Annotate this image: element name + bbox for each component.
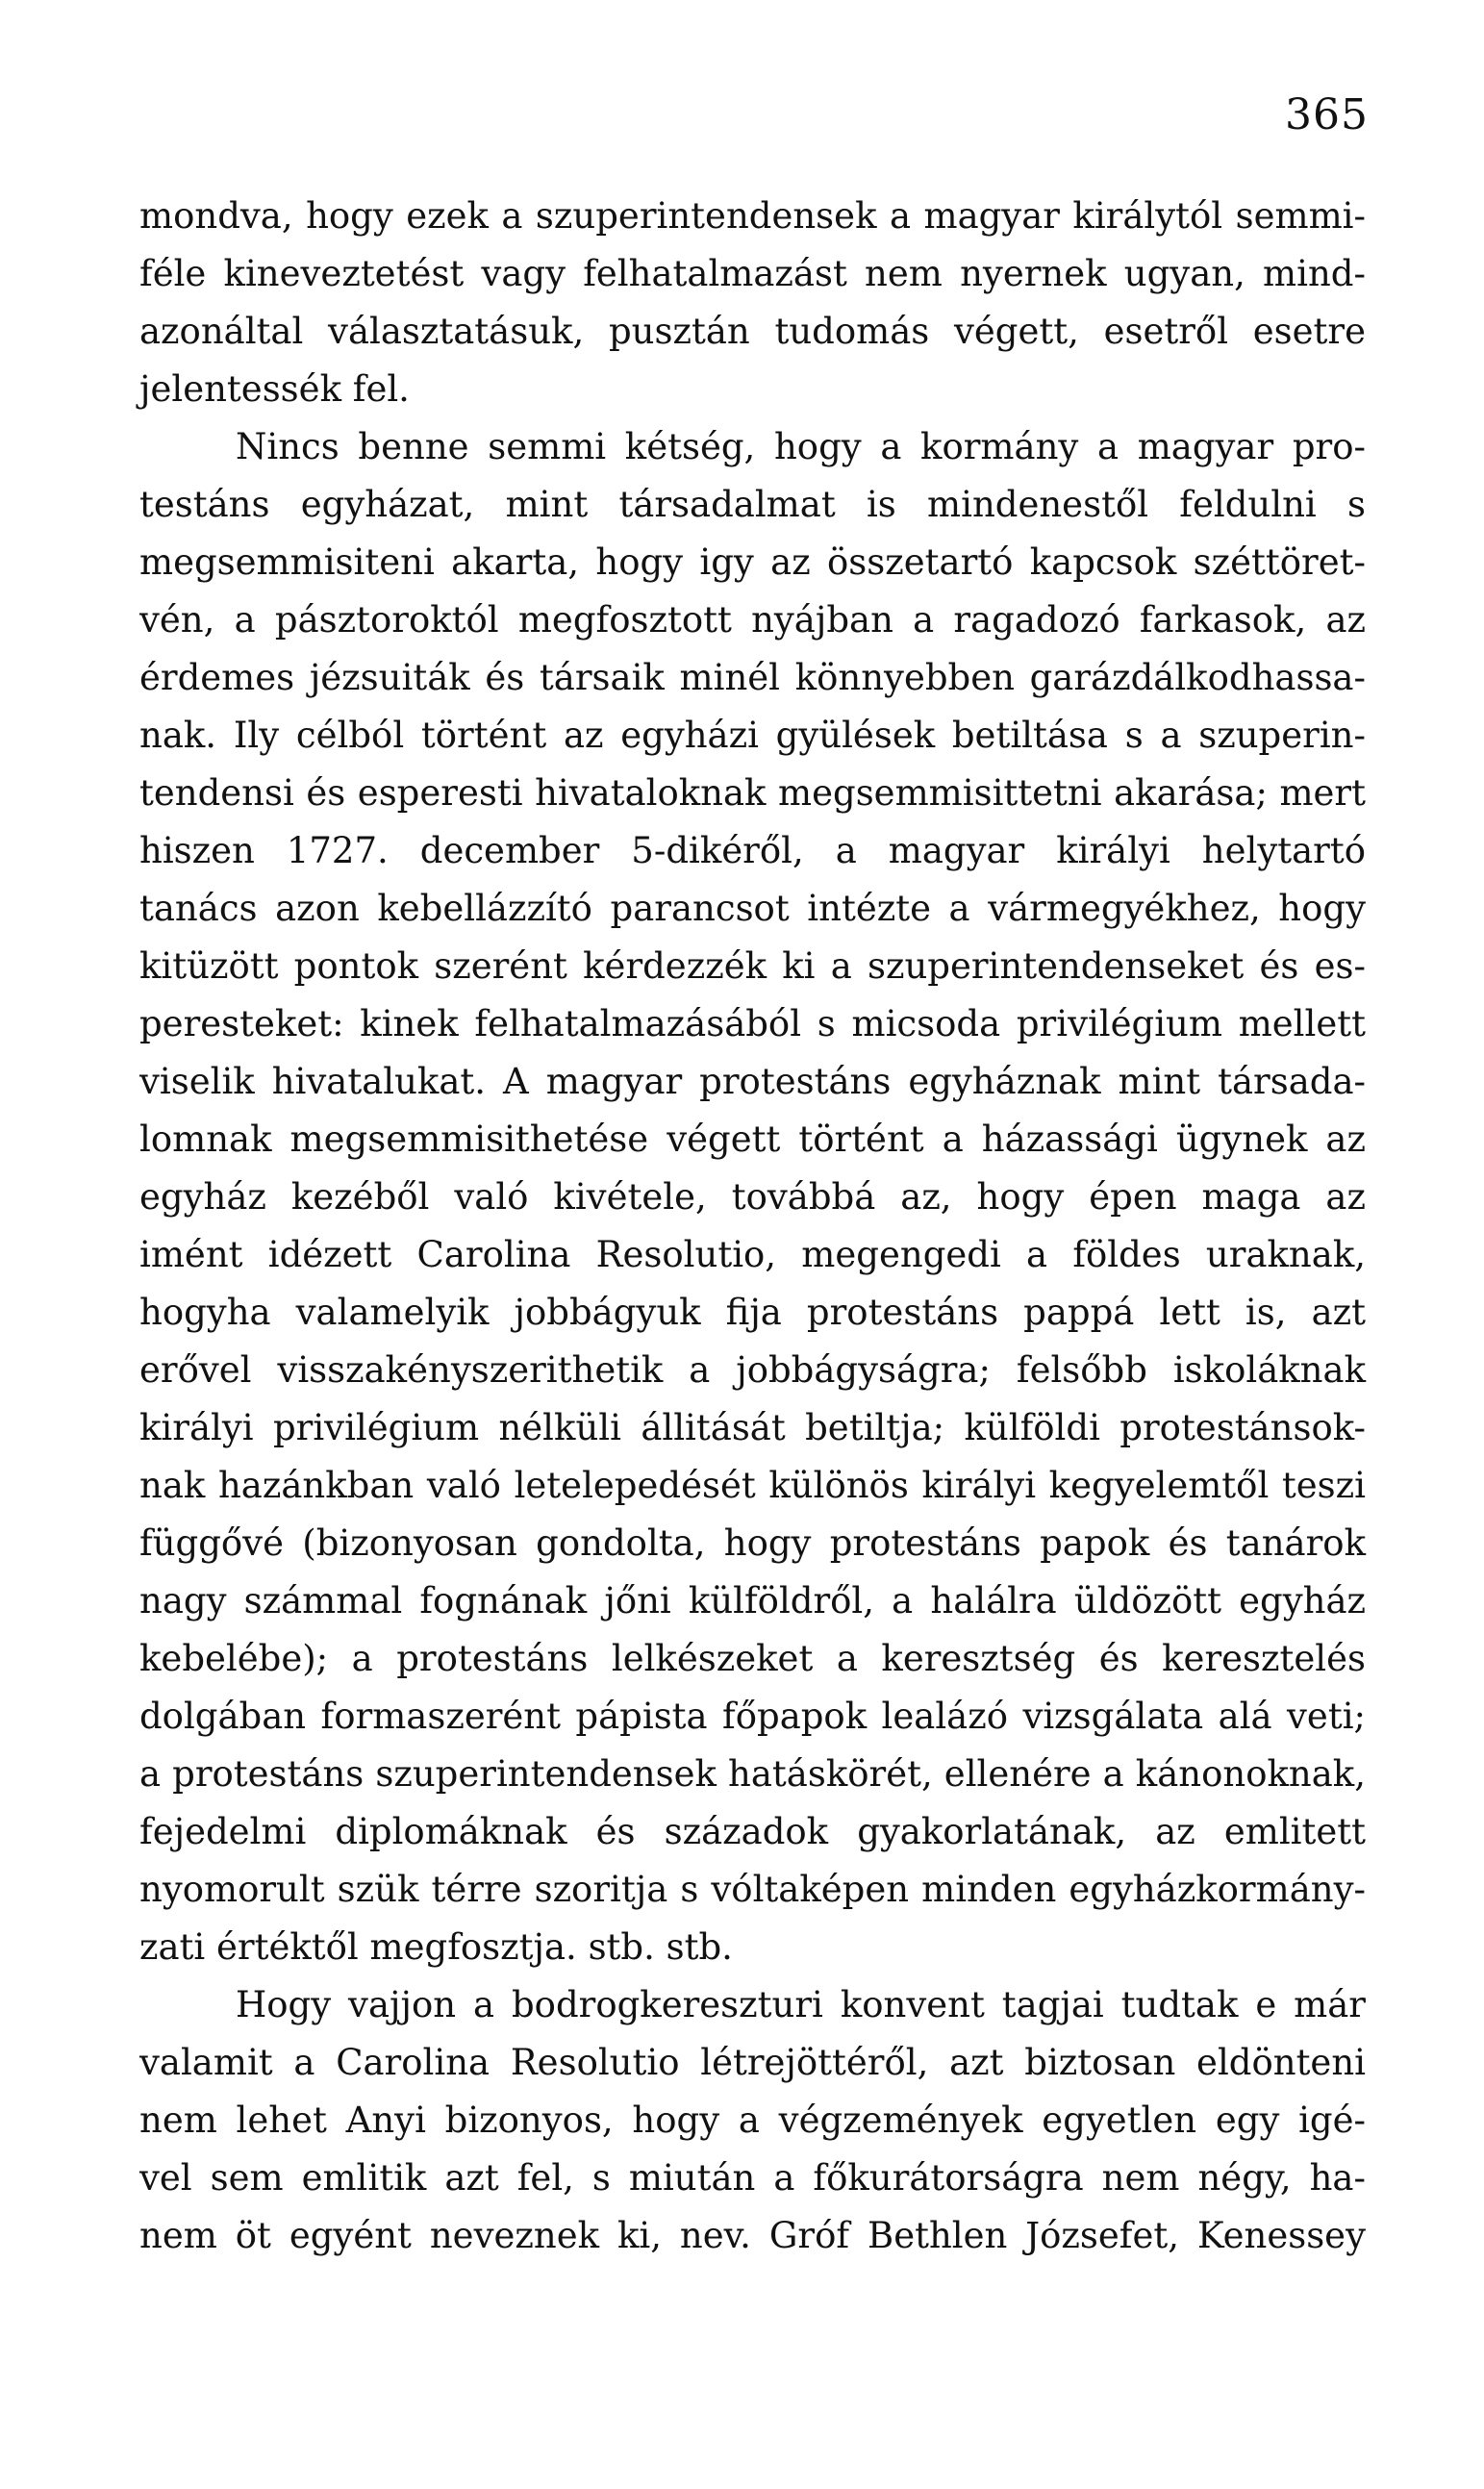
- text-line: tanács azon kebellázzító parancsot intézte a vármegyékhez, hogy: [139, 888, 1366, 929]
- text-line: vel sem emlitik azt fel, s miután a főkurátorságra nem négy, ha-: [139, 2157, 1366, 2199]
- text-line: nagy számmal fognának jőni külföldről, a halálra üldözött egyház: [139, 1580, 1366, 1622]
- text-line: erővel visszakényszerithetik a jobbágyságra; felsőbb iskoláknak: [139, 1349, 1366, 1391]
- text-line: viselik hivatalukat. A magyar protestáns egyháznak mint társada-: [139, 1061, 1366, 1102]
- body-text: [139, 188, 1366, 2265]
- text-line: Nincs benne semmi kétség, hogy a kormány a magyar pro-: [236, 426, 1366, 467]
- text-line: zati értéktől megfosztja. stb. stb.: [139, 1926, 733, 1968]
- text-line: hiszen 1727. december 5-dikéről, a magyar királyi helytartó: [139, 830, 1366, 871]
- text-line: Hogy vajjon a bodrogkereszturi konvent tagjai tudtak e már: [236, 1984, 1366, 2025]
- text-line: kebelébe); a protestáns lelkészeket a keresztség és keresztelés: [139, 1638, 1366, 1679]
- text-line: megsemmisiteni akarta, hogy igy az összetartó kapcsok széttöret-: [139, 541, 1366, 583]
- text-line: vén, a pásztoroktól megfosztott nyájban a ragadozó farkasok, az: [139, 599, 1366, 641]
- text-line: nyomorult szük térre szoritja s vóltaképen minden egyházkormány-: [139, 1869, 1366, 1910]
- text-line: lomnak megsemmisithetése végett történt a házassági ügynek az: [139, 1119, 1366, 1160]
- text-line: nak hazánkban való letelepedését különös királyi kegyelemtől teszi: [139, 1465, 1366, 1506]
- page-number: 365: [1285, 90, 1369, 139]
- text-line: nem lehet Anyi bizonyos, hogy a végzemények egyetlen egy igé-: [139, 2099, 1366, 2141]
- text-line: egyház kezéből való kivétele, továbbá az, hogy épen maga az: [139, 1176, 1366, 1218]
- text-line: valamit a Carolina Resolutio létrejöttéről, azt biztosan eldönteni: [139, 2042, 1366, 2083]
- text-line: nak. Ily célból történt az egyházi gyülések betiltása s a szuperin-: [139, 715, 1366, 756]
- paragraph-1: [139, 188, 1366, 418]
- text-line: hogyha valamelyik jobbágyuk fija protestáns pappá lett is, azt: [139, 1292, 1366, 1333]
- text-line: jelentessék fel.: [139, 368, 410, 410]
- text-line: peresteket: kinek felhatalmazásából s micsoda privilégium mellett: [139, 1003, 1366, 1044]
- text-line: féle kineveztetést vagy felhatalmazást nem nyernek ugyan, mind-: [139, 253, 1366, 294]
- text-line: tendensi és esperesti hivataloknak megsemmisittetni akarása; mert: [139, 772, 1366, 814]
- text-line: függővé (bizonyosan gondolta, hogy protestáns papok és tanárok: [139, 1522, 1366, 1564]
- text-line: érdemes jézsuiták és társaik minél könnyebben garázdálkodhassa-: [139, 657, 1366, 698]
- text-line: fejedelmi diplomáknak és századok gyakorlatának, az emlitett: [139, 1811, 1366, 1852]
- text-line: királyi privilégium nélküli állitását betiltja; külföldi protestánsok-: [139, 1407, 1366, 1448]
- paragraph-2: [139, 418, 1366, 1976]
- text-line: kitüzött pontok szerént kérdezzék ki a szuperintendenseket és es-: [139, 945, 1366, 987]
- text-line: testáns egyházat, mint társadalmat is mindenestől feldulni s: [139, 484, 1366, 525]
- text-line: dolgában formaszerént pápista főpapok lealázó vizsgálata alá veti;: [139, 1696, 1366, 1737]
- text-line: azonáltal választatásuk, pusztán tudomás végett, esetről esetre: [139, 311, 1366, 352]
- text-line: imént idézett Carolina Resolutio, megengedi a földes uraknak,: [139, 1234, 1366, 1275]
- text-line: a protestáns szuperintendensek hatáskörét, ellenére a kánonoknak,: [139, 1753, 1366, 1795]
- text-line: nem öt egyént neveznek ki, nev. Gróf Bethlen Józsefet, Kenessey: [139, 2215, 1366, 2256]
- paragraph-3: [139, 1976, 1366, 2265]
- text-line: mondva, hogy ezek a szuperintendensek a magyar királytól semmi-: [139, 195, 1366, 237]
